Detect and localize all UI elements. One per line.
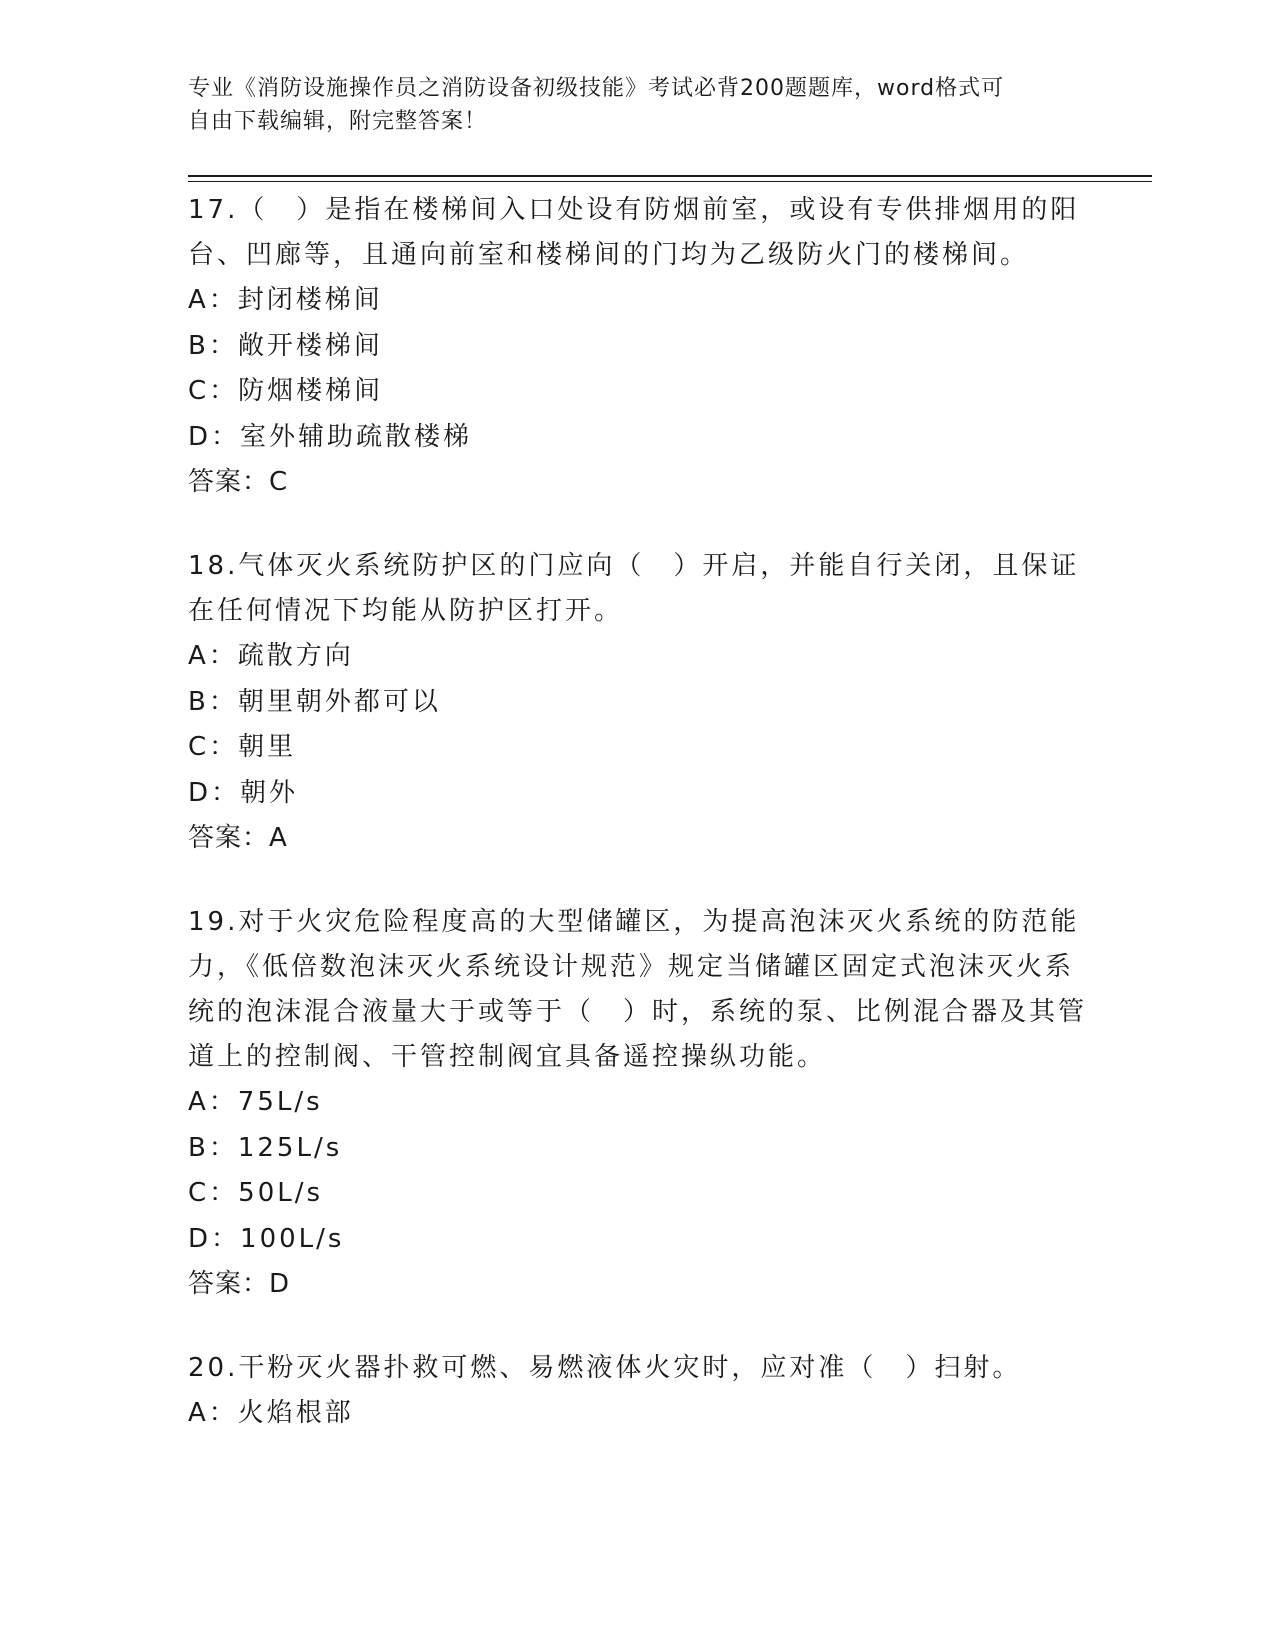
option-d: D：100L/s — [188, 1223, 345, 1254]
question-stem: 18.气体灭火系统防护区的门应向（ ）开启，并能自行关闭，且保证在任何情况下均能从防护区打开。 — [188, 551, 1080, 626]
option-b: B：朝里朝外都可以 — [188, 686, 441, 717]
header-line-1: 专业《消防设施操作员之消防设备初级技能》考试必背200题题库，word格式可 — [188, 76, 1005, 101]
option-a: A：疏散方向 — [188, 641, 354, 671]
option-b: B：敞开楼梯间 — [188, 330, 383, 361]
option-c: C：防烟楼梯间 — [188, 376, 384, 406]
document-header — [188, 72, 1068, 138]
option-a: A：火焰根部 — [188, 1398, 354, 1428]
answer: 答案：A — [188, 823, 288, 853]
question-20 — [188, 1346, 1088, 1437]
header-rule-thin — [188, 181, 1152, 182]
option-c: C：朝里 — [188, 732, 297, 762]
question-stem: 17.（ ）是指在楼梯间入口处设有防烟前室，或设有专供排烟用的阳台、凹廊等，且通向前室和楼梯间的门均为乙级防火门的楼梯间。 — [188, 195, 1080, 270]
option-a: A：75L/s — [188, 1087, 323, 1117]
option-d: D：朝外 — [188, 777, 299, 808]
question-17 — [188, 188, 1088, 504]
question-19 — [188, 900, 1088, 1306]
option-c: C：50L/s — [188, 1178, 324, 1208]
question-stem: 19.对于火灾危险程度高的大型储罐区，为提高泡沫灭火系统的防范能力，《低倍数泡沫灭火系统设计规范》规定当储罐区固定式泡沫灭火系统的泡沫混合液量大于或等于（ ）时，系统的泵、比例混合器及其管道上的控制阀、干管控制阀宜具备遥控操纵功能。 — [188, 907, 1088, 1072]
option-b: B：125L/s — [188, 1132, 343, 1163]
answer: 答案：C — [188, 467, 289, 497]
option-d: D：室外辅助疏散楼梯 — [188, 421, 473, 452]
answer: 答案：D — [188, 1269, 291, 1299]
question-list — [188, 188, 1088, 1477]
question-18 — [188, 544, 1088, 860]
option-a: A：封闭楼梯间 — [188, 285, 383, 315]
header-rule-thick — [188, 175, 1152, 177]
header-line-2: 自由下载编辑，附完整答案！ — [188, 109, 488, 134]
question-stem: 20.干粉灭火器扑救可燃、易燃液体火灾时，应对准（ ）扫射。 — [188, 1353, 1022, 1383]
